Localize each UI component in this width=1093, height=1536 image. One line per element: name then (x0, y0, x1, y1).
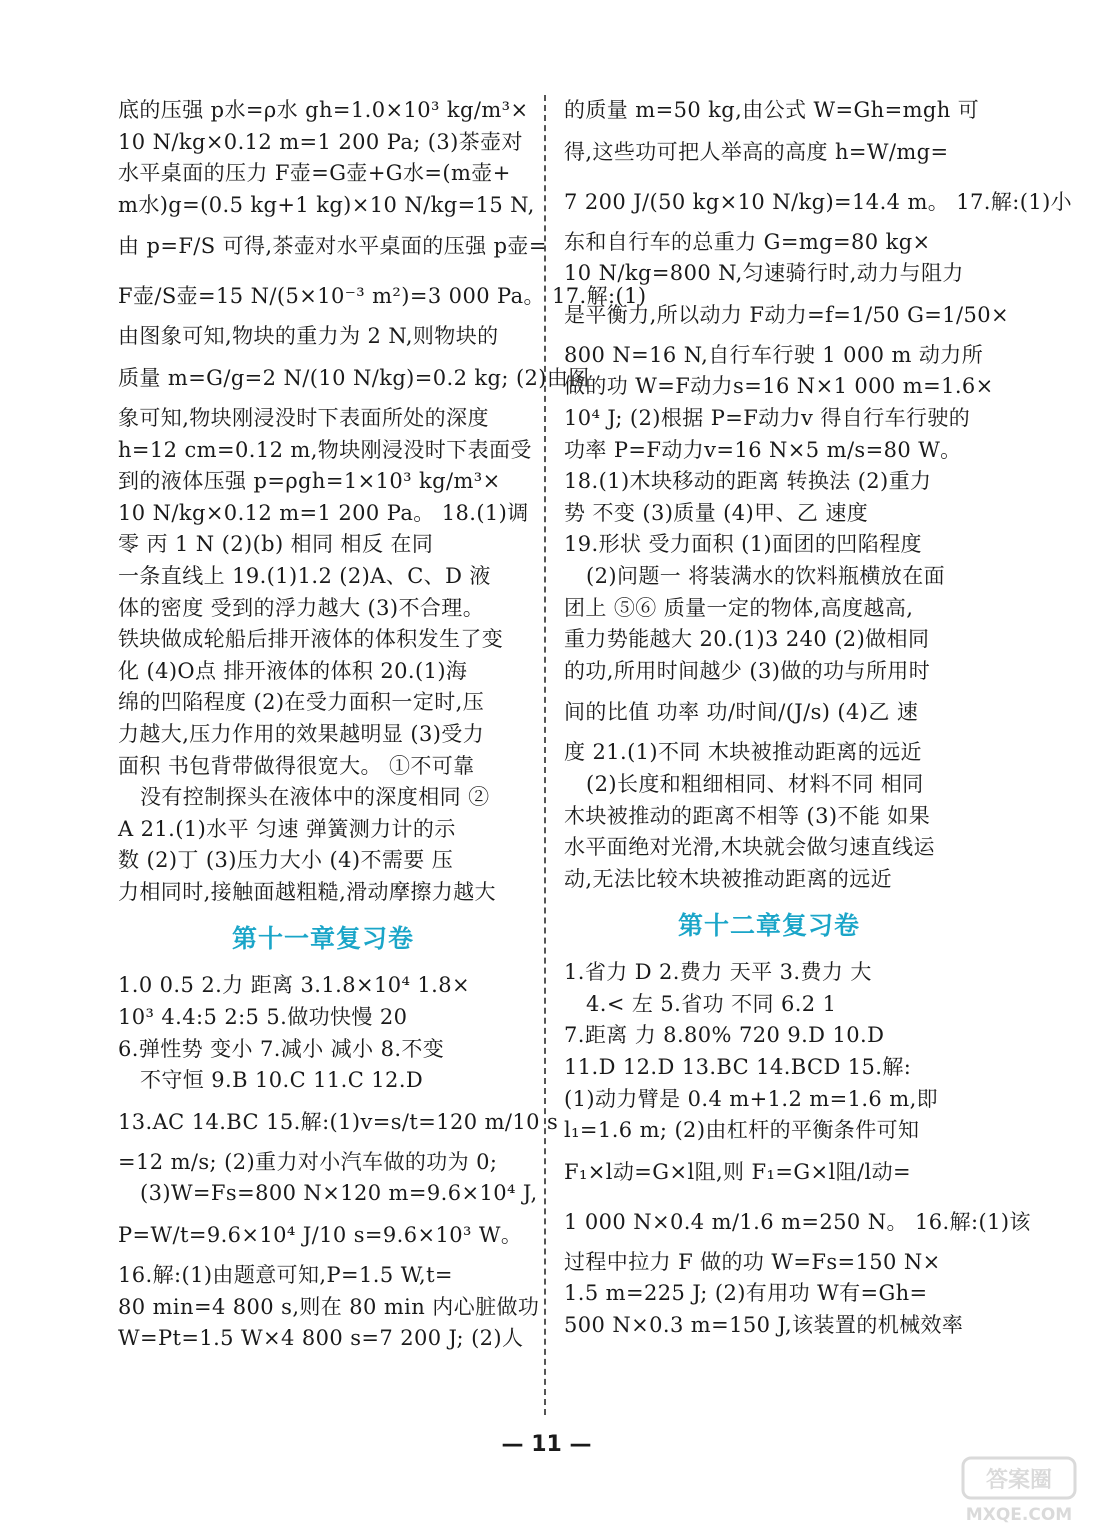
text-line: 1.省力 D 2.费力 天平 3.费力 大 (564, 960, 872, 985)
watermark-text: MXQE.COM (965, 1505, 1073, 1525)
text-line: (2)问题一 将装满水的饮料瓶横放在面 (586, 563, 946, 588)
text-line: 铁块做成轮船后排开液体的体积发生了变 (118, 627, 504, 652)
text-line: 的功,所用时间越少 (3)做的功与所用时 (564, 658, 931, 683)
text-line: 1 000 N×0.4 m/1.6 m=250 N。 16.解:(1)该 (564, 1209, 1031, 1234)
text-line: 18.(1)木块移动的距离 转换法 (2)重力 (564, 469, 932, 494)
text-line: 10 N/kg×0.12 m=1 200 Pa; (3)茶壶对 (118, 129, 523, 154)
text-line: 绵的凹陷程度 (2)在受力面积一定时,压 (118, 690, 485, 715)
text-line: 东和自行车的总重力 G=mg=80 kg× (564, 229, 931, 254)
text-line: 80 min=4 800 s,则在 80 min 内心脏做功 (118, 1294, 540, 1319)
text-line: 团上 ⑤⑥ 质量一定的物体,高度越高, (564, 595, 914, 620)
text-line: 间的比值 功率 功/时间/(J/s) (4)乙 速 (564, 700, 919, 725)
text-line: 10 N/kg×0.12 m=1 200 Pa。 18.(1)调 (118, 500, 529, 525)
text-line: 19.形状 受力面积 (1)面团的凹陷程度 (564, 532, 922, 557)
text-line: (2)长度和粗细相同、材料不同 相同 (586, 771, 924, 796)
text-line: 10⁴ J; (2)根据 P=F动力v 得自行车行驶的 (564, 405, 971, 430)
text-line: 水平面绝对光滑,木块就会做匀速直线运 (564, 835, 935, 860)
text-line: 由图象可知,物块的重力为 2 N,则物块的 (118, 324, 499, 349)
section-heading: 第十一章复习卷 (231, 924, 414, 954)
left-column (118, 95, 647, 1355)
text-line: (1)动力臂是 0.4 m+1.2 m=1.6 m,即 (564, 1086, 939, 1111)
text-line: 得,这些功可把人举高的高度 h=W/mg= (564, 139, 949, 164)
text-line: 到的液体压强 p=ρgh=1×10³ kg/m³× (118, 469, 501, 494)
text-line: 水平桌面的压力 F壶=G壶+G水=(m壶+ (118, 161, 511, 186)
text-line: 4.< 左 5.省功 不同 6.2 1 (586, 991, 837, 1016)
text-line: 过程中拉力 F 做的功 W=Fs=150 N× (564, 1249, 941, 1274)
text-line: 零 丙 1 N (2)(b) 相同 相反 在同 (118, 532, 434, 557)
text-line: 7 200 J/(50 kg×10 N/kg)=14.4 m。 17.解:(1)小 (564, 189, 1073, 214)
text-line: h=12 cm=0.12 m,物块刚浸没时下表面受 (118, 437, 532, 462)
text-line: F壶/S壶=15 N/(5×10⁻³ m²)=3 000 Pa。 17.解:(1) (118, 284, 647, 309)
text-line: 动,无法比较木块被推动距离的远近 (564, 866, 893, 891)
text-line: 7.距离 力 8.80% 720 9.D 10.D (564, 1023, 885, 1048)
text-line: (3)W=Fs=800 N×120 m=9.6×10⁴ J, (140, 1181, 538, 1206)
text-line: 重力势能越大 20.(1)3 240 (2)做相同 (564, 627, 930, 652)
text-line: W=Pt=1.5 W×4 800 s=7 200 J; (2)人 (118, 1326, 524, 1351)
text-line: 的质量 m=50 kg,由公式 W=Gh=mgh 可 (564, 98, 980, 122)
text-line: 16.解:(1)由题意可知,P=1.5 W,t= (118, 1263, 453, 1288)
text-line: F₁×l动=G×l阻,则 F₁=G×l阻/l动= (564, 1159, 911, 1184)
text-line: 体的密度 受到的浮力越大 (3)不合理。 (118, 595, 485, 620)
text-line: 不守恒 9.B 10.C 11.C 12.D (140, 1068, 424, 1093)
text-line: 度 21.(1)不同 木块被推动距离的远近 (564, 740, 922, 765)
text-line: =12 m/s; (2)重力对小汽车做的功为 0; (118, 1149, 498, 1174)
text-line: 化 (4)O点 排开液体的体积 20.(1)海 (118, 658, 468, 683)
watermark-logo (959, 1454, 1079, 1526)
text-line: m水)g=(0.5 kg+1 kg)×10 N/kg=15 N, (118, 192, 535, 217)
text-line: 1.0 0.5 2.力 距离 3.1.8×10⁴ 1.8× (118, 973, 470, 998)
text-line: 木块被推动的距离不相等 (3)不能 如果 (564, 803, 931, 828)
text-line: 是平衡力,所以动力 F动力=f=1/50 G=1/50× (564, 302, 1010, 327)
text-line: 13.AC 14.BC 15.解:(1)v=s/t=120 m/10 s (118, 1109, 559, 1134)
text-line: 面积 书包背带做得很宽大。 ①不可靠 (118, 753, 475, 778)
text-line: 做的功 W=F动力s=16 N×1 000 m=1.6× (564, 374, 994, 399)
text-line: 力越大,压力作用的效果越明显 (3)受力 (118, 721, 485, 746)
text-line: 功率 P=F动力v=16 N×5 m/s=80 W。 (564, 437, 962, 462)
text-line: 10 N/kg=800 N,匀速骑行时,动力与阻力 (564, 261, 964, 286)
page-number: — 11 — (501, 1432, 592, 1457)
text-line: A 21.(1)水平 匀速 弹簧测力计的示 (118, 816, 456, 841)
watermark-logo-text: 答案圈 (985, 1468, 1053, 1493)
text-line: 底的压强 p水=ρ水 gh=1.0×10³ kg/m³× (118, 98, 529, 122)
text-line: P=W/t=9.6×10⁴ J/10 s=9.6×10³ W。 (118, 1223, 523, 1248)
text-line: 800 N=16 N,自行车行驶 1 000 m 动力所 (564, 342, 984, 367)
text-line: 数 (2)丁 (3)压力大小 (4)不需要 压 (118, 848, 454, 873)
text-line: 力相同时,接触面越粗糙,滑动摩擦力越大 (118, 879, 496, 904)
text-line: 由 p=F/S 可得,茶壶对水平桌面的压强 p壶= (118, 234, 547, 259)
text-line: 11.D 12.D 13.BC 14.BCD 15.解: (564, 1055, 912, 1080)
text-line: l₁=1.6 m; (2)由杠杆的平衡条件可知 (564, 1118, 920, 1143)
right-column (564, 95, 1073, 1342)
text-line: 质量 m=G/g=2 N/(10 N/kg)=0.2 kg; (2)由图 (118, 365, 590, 390)
text-line: 1.5 m=225 J; (2)有用功 W有=Gh= (564, 1281, 928, 1306)
section-heading: 第十二章复习卷 (677, 911, 860, 941)
text-line: 势 不变 (3)质量 (4)甲、乙 速度 (564, 500, 869, 525)
text-line: 没有控制探头在液体中的深度相同 ② (140, 785, 490, 810)
text-line: 象可知,物块刚浸没时下表面所处的深度 (118, 405, 489, 430)
text-line: 6.弹性势 变小 7.减小 减小 8.不变 (118, 1036, 445, 1061)
text-line: 10³ 4.4:5 2:5 5.做功快慢 20 (118, 1005, 408, 1030)
text-line: 一条直线上 19.(1)1.2 (2)A、C、D 液 (118, 563, 491, 588)
text-line: 500 N×0.3 m=150 J,该装置的机械效率 (564, 1313, 964, 1338)
